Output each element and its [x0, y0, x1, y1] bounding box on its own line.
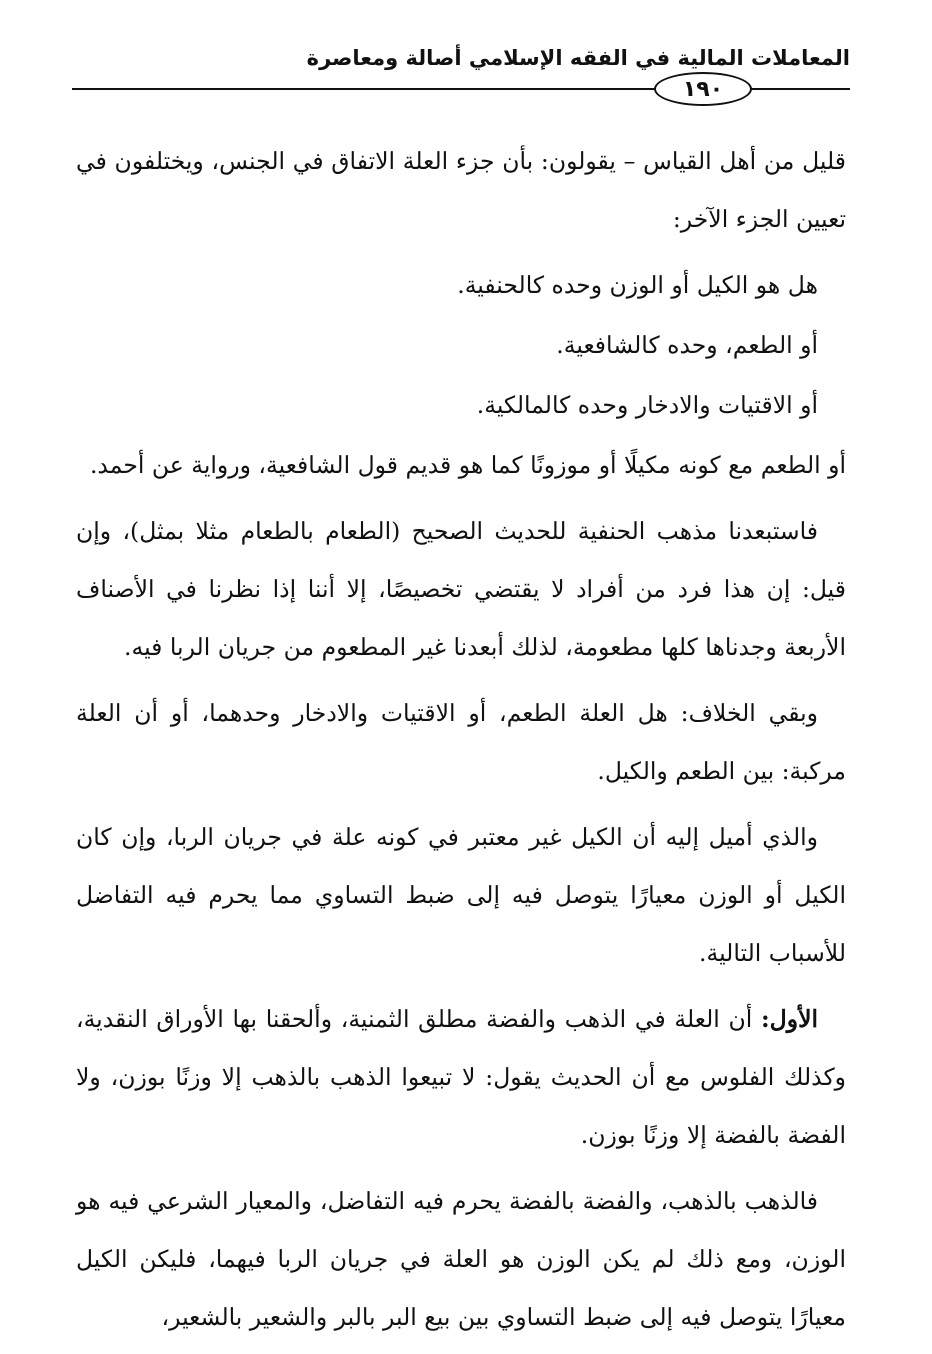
paragraph-2: هل هو الكيل أو الوزن وحده كالحنفية. [457, 271, 818, 299]
page-header [72, 40, 850, 100]
paragraph-9-lead: الأول: [760, 1005, 818, 1033]
paragraph-8: والذي أميل إليه أن الكيل غير معتبر في كونه علة في جريان الربا، وإن كان الكيل أو الوزن معيارًا يتوصل فيه إلى ضبط التساوي مما يحرم فيه التفاضل للأسباب التالية. [76, 823, 846, 967]
paragraph-3: أو الطعم، وحده كالشافعية. [556, 331, 818, 359]
paragraph-9-text: أن العلة في الذهب والفضة مطلق الثمنية، وألحقنا بها الأوراق النقدية، وكذلك الفلوس مع أن الحديث يقول: لا تبيعوا الذهب بالذهب إلا وزنًا بوزن، ولا الفضة بالفضة إلا وزنًا بوزن. [76, 1005, 846, 1149]
paragraph-9 [76, 990, 846, 1164]
running-title: المعاملات المالية في الفقه الإسلامي أصالة ومعاصرة [306, 46, 850, 70]
paragraph-7: وبقي الخلاف: هل العلة الطعم، أو الاقتيات والادخار وحدهما، أو أن العلة مركبة: بين الطعم والكيل. [76, 699, 846, 785]
paragraph-5: أو الطعم مع كونه مكيلًا أو موزونًا كما هو قديم قول الشافعية، ورواية عن أحمد. [89, 451, 846, 479]
page-number: ١٩٠ [654, 72, 752, 106]
paragraph-4: أو الاقتيات والادخار وحده كالمالكية. [476, 391, 818, 419]
body-text [76, 132, 846, 1354]
paragraph-1: قليل من أهل القياس – يقولون: بأن جزء العلة الاتفاق في الجنس، ويختلفون في تعيين الجزء الآخر: [76, 147, 846, 233]
paragraph-10: فالذهب بالذهب، والفضة بالفضة يحرم فيه التفاضل، والمعيار الشرعي فيه هو الوزن، ومع ذلك لم يكن الوزن هو العلة في جريان الربا فيهما، فليكن الكيل معيارًا يتوصل فيه إلى ضبط التساوي بين بيع البر بالبر والشعير بالشعير، [76, 1187, 846, 1331]
paragraph-6: فاستبعدنا مذهب الحنفية للحديث الصحيح (الطعام بالطعام مثلا بمثل)، وإن قيل: إن هذا فرد من أفراد لا يقتضي تخصيصًا، إلا أننا إذا نظرنا في الأصناف الأربعة وجدناها كلها مطعومة، لذلك أبعدنا غير المطعوم من جريان الربا فيه. [76, 517, 846, 661]
